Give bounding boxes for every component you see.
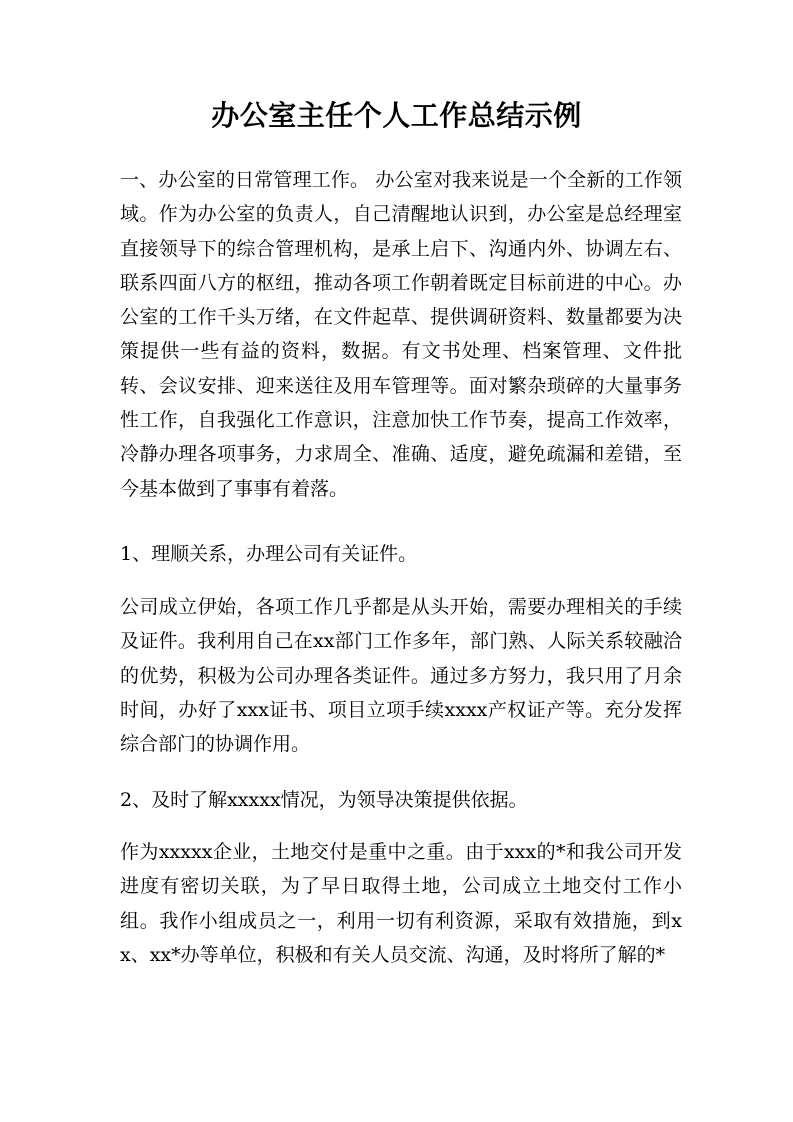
paragraph-daily-management: 一、办公室的日常管理工作。 办公室对我来说是一个全新的工作领域。作为办公室的负责人，自己清醒地认识到，办公室是总经理室直接领导下的综合管理机构，是承上启下、沟通内外、协调左右、联系四面八方的枢纽，推动各项工作朝着既定目标前进的中心。办公室的工作千头万绪，在文件起草、提供调研资料、数量都要为决策提供一些有益的资料，数据。有文书处理、档案管理、文件批转、会议安排、迎来送往及用车管理等。面对繁杂琐碎的大量事务性工作，自我强化工作意识，注意加快工作节奏，提高工作效率，冷静办理各项事务，力求周全、准确、适度，避免疏漏和差错，至今基本做到了事事有着落。 [120, 169, 682, 500]
paragraph-certificates: 公司成立伊始，各项工作几乎都是从头开始，需要办理相关的手续及证件。我利用自己在xx部门工作多年，部门熟、人际关系较融洽的优势，积极为公司办理各类证件。通过多方努力，我只用了月余时间，办好了xxx证书、项目立项手续xxxx产权证产等。充分发挥综合部门的协调作用。 [120, 596, 682, 756]
paragraph-land-delivery: 作为xxxxx企业，土地交付是重中之重。由于xxx的*和我公司开发进度有密切关联，为了早日取得土地，公司成立土地交付工作小组。我作小组成员之一，利用一切有利资源，采取有效措施，到xx、xx*办等单位，积极和有关人员交流、沟通，及时将所了解的* [120, 841, 682, 966]
heading-item-1: 1、理顺关系，办理公司有关证件。 [120, 543, 418, 565]
document-title: 办公室主任个人工作总结示例 [211, 99, 582, 132]
heading-item-2: 2、及时了解xxxxx情况，为领导决策提供依据。 [120, 789, 528, 811]
